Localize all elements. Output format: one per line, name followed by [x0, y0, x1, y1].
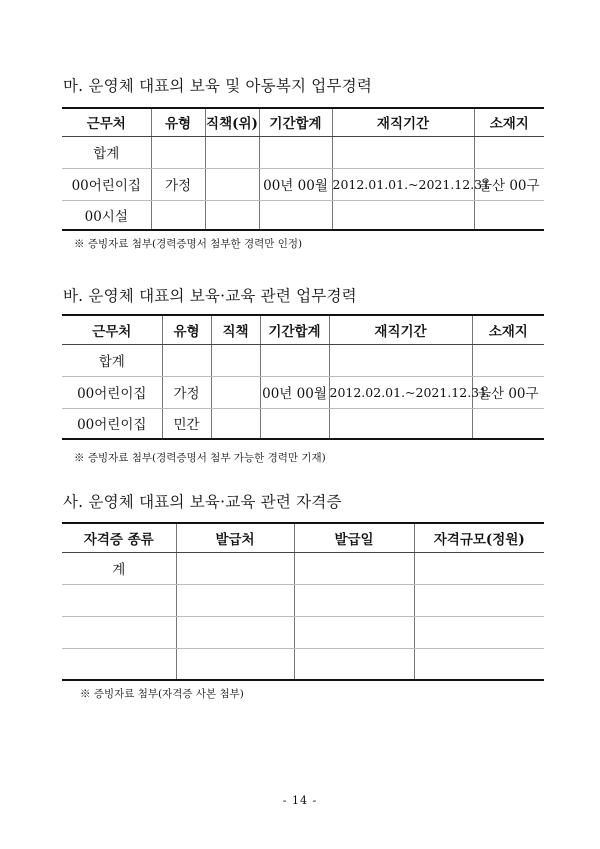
cell — [260, 408, 329, 439]
cell — [474, 200, 544, 230]
page-number: - 14 - — [282, 794, 318, 807]
cell — [176, 552, 294, 584]
table-row — [62, 136, 544, 168]
section-note-sa: ※ 증빙자료 첨부(자격증 사본 첨부) — [80, 688, 244, 700]
cell: 00어린이집 — [62, 376, 162, 408]
header-total-period: 기간합계 — [259, 108, 332, 136]
header-employment-period: 재직기간 — [329, 315, 472, 344]
table-row — [62, 168, 544, 200]
cell — [259, 200, 332, 230]
cell — [151, 136, 205, 168]
cell — [162, 344, 211, 376]
cell — [414, 552, 544, 584]
table-row — [62, 648, 544, 680]
table-row — [62, 584, 544, 616]
cell — [332, 136, 474, 168]
table-row — [62, 344, 544, 376]
table-row — [62, 408, 544, 439]
cell: 울산 00구 — [472, 376, 544, 408]
header-position: 직책(위) — [205, 108, 259, 136]
cell: 합계 — [62, 344, 162, 376]
work-experience-table — [62, 107, 544, 231]
cell: 합계 — [62, 136, 151, 168]
header-location: 소재지 — [472, 315, 544, 344]
header-workplace: 근무처 — [62, 315, 162, 344]
section-note-ba: ※ 증빙자료 첨부(경력증명서 첨부 가능한 경력만 기재) — [74, 452, 326, 464]
table-row — [62, 200, 544, 230]
cell: 가정 — [151, 168, 205, 200]
cell — [62, 584, 176, 616]
cell — [294, 584, 414, 616]
cell — [474, 136, 544, 168]
cell: 00시설 — [62, 200, 151, 230]
cell — [205, 168, 259, 200]
cell — [205, 136, 259, 168]
cell — [176, 616, 294, 648]
header-issuer: 발급처 — [176, 523, 294, 552]
header-qualification-type: 자격증 종류 — [62, 523, 176, 552]
cell: 2012.02.01.~2021.12.31. — [329, 376, 472, 408]
education-experience-table — [62, 314, 544, 440]
cell: 가정 — [162, 376, 211, 408]
header-issue-date: 발급일 — [294, 523, 414, 552]
header-capacity: 자격규모(정원) — [414, 523, 544, 552]
header-workplace: 근무처 — [62, 108, 151, 136]
cell — [62, 616, 176, 648]
cell — [176, 648, 294, 680]
cell — [472, 408, 544, 439]
cell — [294, 552, 414, 584]
header-type: 유형 — [162, 315, 211, 344]
cell — [259, 136, 332, 168]
cell — [211, 408, 260, 439]
cell: 민간 — [162, 408, 211, 439]
cell — [332, 200, 474, 230]
cell: 00어린이집 — [62, 168, 151, 200]
cell — [329, 344, 472, 376]
cell — [414, 584, 544, 616]
cell: 계 — [62, 552, 176, 584]
section-title-sa: 사. 운영체 대표의 보육·교육 관련 자격증 — [63, 493, 342, 511]
section-note-ma: ※ 증빙자료 첨부(경력증명서 첨부한 경력만 인정) — [74, 238, 303, 250]
cell — [329, 408, 472, 439]
cell — [294, 648, 414, 680]
header-position: 직책 — [211, 315, 260, 344]
cell — [151, 200, 205, 230]
cell — [205, 200, 259, 230]
cell: 00년 00월 — [259, 168, 332, 200]
cell — [294, 616, 414, 648]
header-location: 소재지 — [474, 108, 544, 136]
qualification-table — [62, 522, 544, 681]
cell: 울산 00구 — [474, 168, 544, 200]
cell — [176, 584, 294, 616]
table-row — [62, 616, 544, 648]
cell — [211, 376, 260, 408]
cell — [62, 648, 176, 680]
table-row — [62, 552, 544, 584]
cell: 00년 00월 — [260, 376, 329, 408]
cell: 2012.01.01.~2021.12.31 — [332, 168, 474, 200]
cell — [414, 616, 544, 648]
cell — [414, 648, 544, 680]
table-row — [62, 376, 544, 408]
header-total-period: 기간합계 — [260, 315, 329, 344]
section-title-ma: 마. 운영체 대표의 보육 및 아동복지 업무경력 — [63, 77, 373, 95]
cell — [260, 344, 329, 376]
cell — [211, 344, 260, 376]
cell: 00어린이집 — [62, 408, 162, 439]
section-title-ba: 바. 운영체 대표의 보육·교육 관련 업무경력 — [63, 287, 357, 305]
header-employment-period: 재직기간 — [332, 108, 474, 136]
header-type: 유형 — [151, 108, 205, 136]
cell — [472, 344, 544, 376]
